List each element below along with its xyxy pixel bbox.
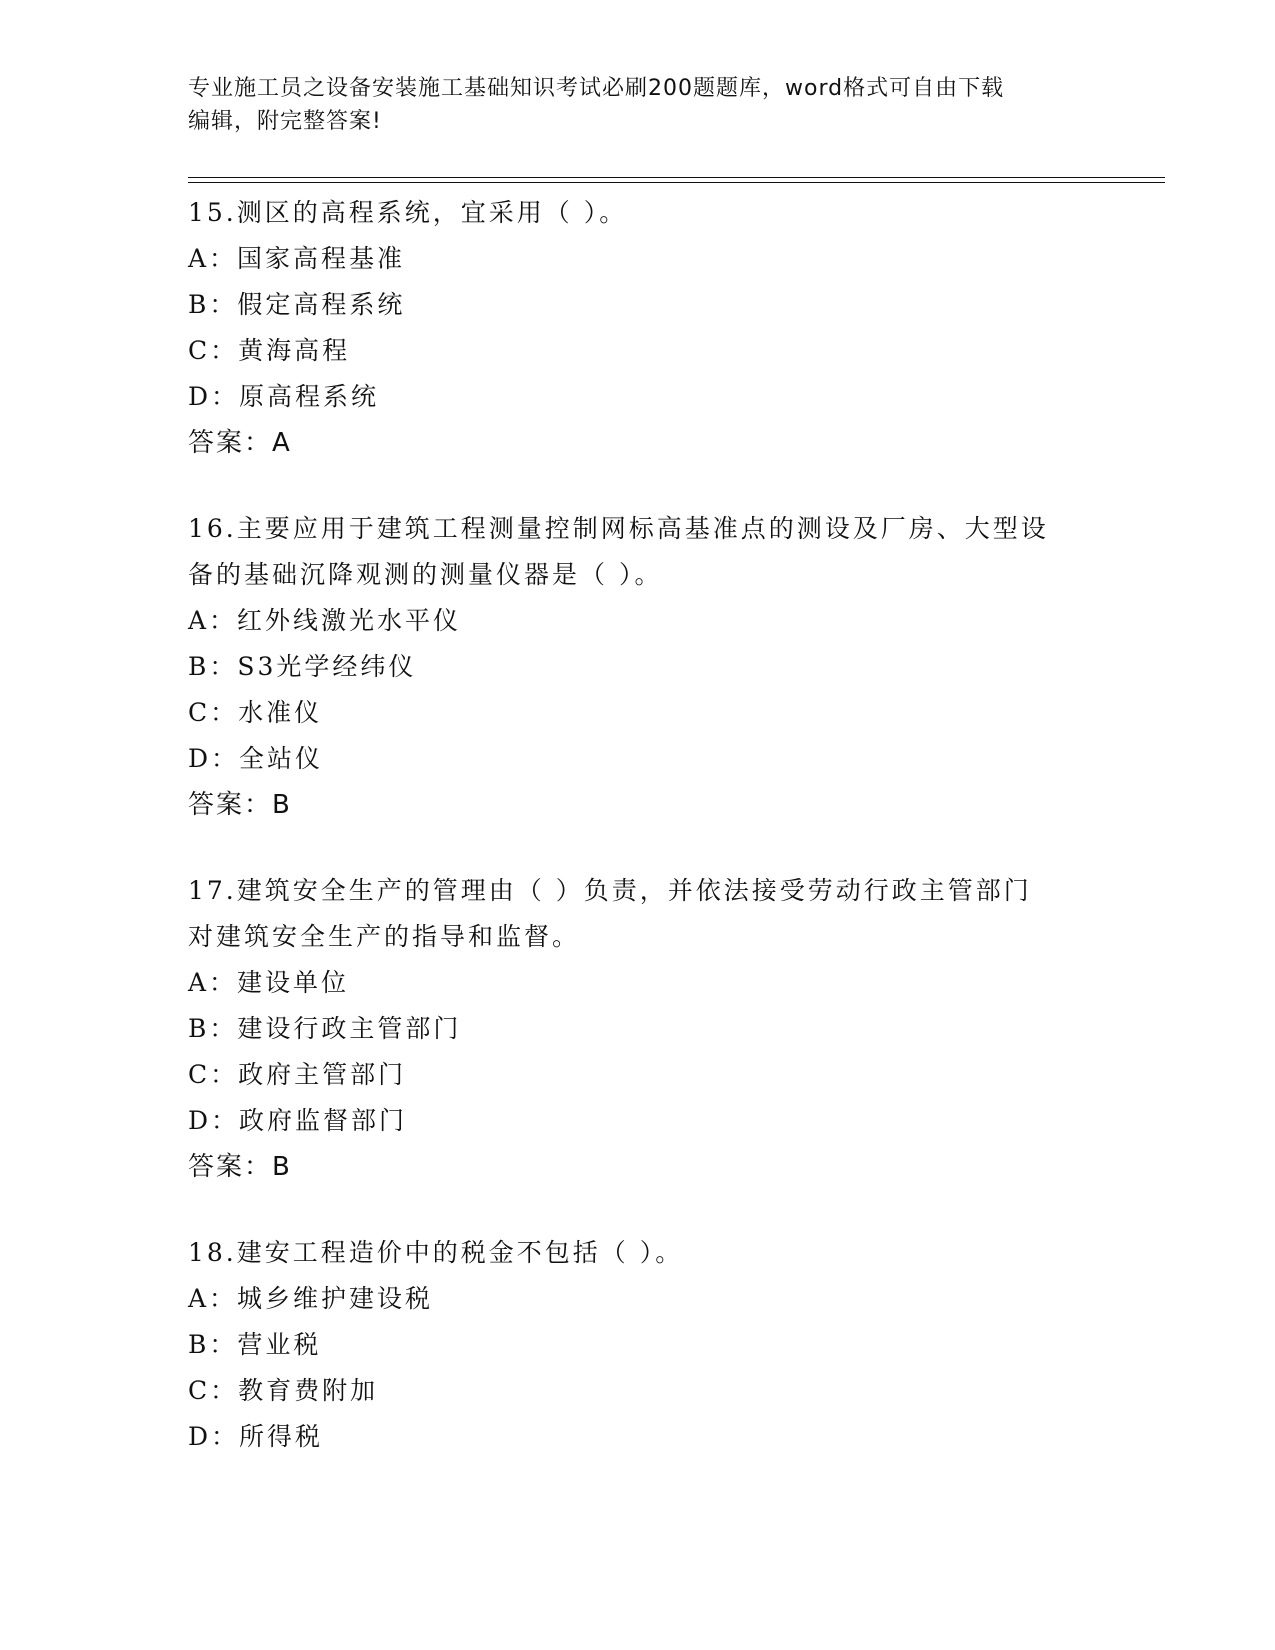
question-stem-line-1: 16.主要应用于建筑工程测量控制网标高基准点的测设及厂房、大型设	[188, 514, 1049, 543]
header-divider-bottom	[188, 182, 1165, 183]
question-stem: 18.建安工程造价中的税金不包括（ ）。	[188, 1238, 684, 1267]
option-c: C：黄海高程	[188, 336, 351, 365]
question-15	[188, 190, 1088, 466]
header-divider-top	[188, 177, 1165, 178]
option-a: A：红外线激光水平仪	[188, 606, 462, 635]
question-16	[188, 506, 1088, 828]
question-stem-line-1: 17.建筑安全生产的管理由（ ）负责，并依法接受劳动行政主管部门	[188, 876, 1032, 905]
document-header	[188, 72, 1088, 138]
answer-line: 答案：B	[188, 790, 292, 820]
option-b: B：营业税	[188, 1330, 322, 1359]
option-c: C：教育费附加	[188, 1376, 379, 1405]
header-title-line-1: 专业施工员之设备安装施工基础知识考试必刷200题题库，word格式可自由下载	[188, 76, 1005, 101]
option-d: D：原高程系统	[188, 382, 380, 411]
option-b: B：假定高程系统	[188, 290, 406, 319]
answer-line: 答案：A	[188, 428, 292, 458]
answer-line: 答案：B	[188, 1152, 292, 1182]
question-list	[188, 190, 1088, 1500]
header-title-line-2: 编辑，附完整答案!	[188, 109, 382, 134]
option-a: A：城乡维护建设税	[188, 1284, 434, 1313]
option-c: C：政府主管部门	[188, 1060, 407, 1089]
option-c: C：水准仪	[188, 698, 323, 727]
question-stem: 15.测区的高程系统，宜采用（ ）。	[188, 198, 628, 227]
option-d: D：政府监督部门	[188, 1106, 408, 1135]
option-a: A：国家高程基准	[188, 244, 406, 273]
option-d: D：全站仪	[188, 744, 324, 773]
question-stem-line-2: 备的基础沉降观测的测量仪器是（ ）。	[188, 560, 663, 589]
question-17	[188, 868, 1088, 1190]
question-18	[188, 1230, 1088, 1460]
option-b: B：S3光学经纬仪	[188, 652, 417, 681]
option-d: D：所得税	[188, 1422, 324, 1451]
option-b: B：建设行政主管部门	[188, 1014, 462, 1043]
question-stem-line-2: 对建筑安全生产的指导和监督。	[188, 922, 581, 951]
option-a: A：建设单位	[188, 968, 350, 997]
